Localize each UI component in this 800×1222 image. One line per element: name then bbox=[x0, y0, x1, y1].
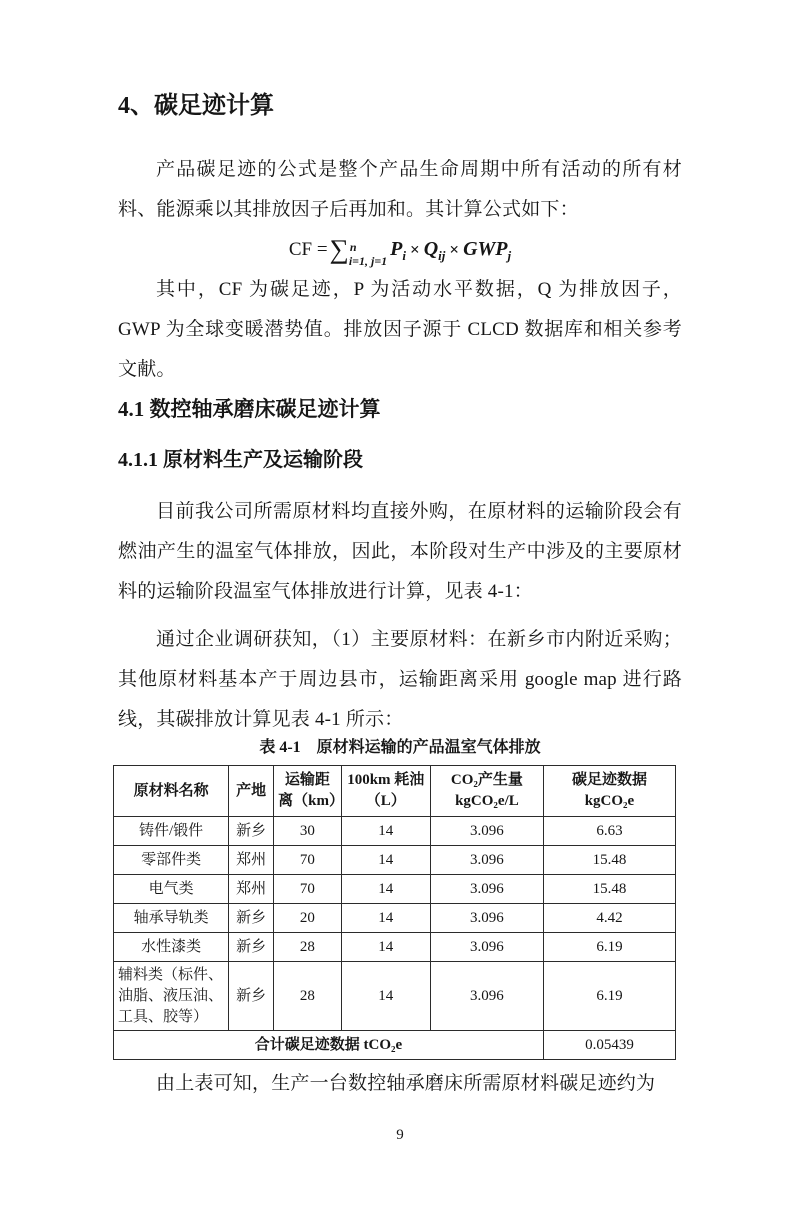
document-page bbox=[0, 90, 800, 1222]
cell-distance: 70 bbox=[274, 846, 341, 875]
paragraph-survey: 通过企业调研获知，（1）主要原材料：在新乡市内附近采购；其他原材料基本产于周边县市，运输距离采用 google map 进行路线，其碳排放计算见表 4-1 所示： bbox=[118, 629, 682, 730]
multiply-sign: × bbox=[449, 240, 460, 259]
total-value: 0.05439 bbox=[543, 1031, 675, 1060]
cell-origin: 新乡 bbox=[229, 962, 274, 1031]
cell-material: 轴承导轨类 bbox=[114, 904, 229, 933]
table-caption: 表 4-1 原材料运输的产品温室气体排放 bbox=[259, 739, 541, 756]
cell-material: 辅料类（标件、油脂、液压油、工具、胶等） bbox=[114, 962, 229, 1031]
formula-term-p: P bbox=[390, 238, 403, 260]
cell-co2-output: 3.096 bbox=[430, 846, 543, 875]
cell-footprint: 15.48 bbox=[543, 846, 675, 875]
cell-fuel: 14 bbox=[341, 933, 430, 962]
cell-distance: 30 bbox=[274, 817, 341, 846]
table-row bbox=[114, 875, 676, 904]
formula-term-q: Q bbox=[423, 238, 439, 260]
cell-origin: 新乡 bbox=[229, 817, 274, 846]
table-row bbox=[114, 904, 676, 933]
cell-material: 铸件/锻件 bbox=[114, 817, 229, 846]
cell-distance: 20 bbox=[274, 904, 341, 933]
formula-lhs: CF = bbox=[288, 239, 328, 260]
table-row bbox=[114, 817, 676, 846]
multiply-sign: × bbox=[410, 240, 420, 259]
table-row bbox=[114, 933, 676, 962]
cell-fuel: 14 bbox=[341, 875, 430, 904]
cell-distance: 28 bbox=[274, 933, 341, 962]
cell-origin: 新乡 bbox=[229, 933, 274, 962]
col-header-origin: 产地 bbox=[229, 766, 274, 817]
cell-origin: 新乡 bbox=[229, 904, 274, 933]
sigma-symbol: ∑ bbox=[329, 234, 349, 264]
cell-co2-output: 3.096 bbox=[430, 962, 543, 1031]
cell-co2-output: 3.096 bbox=[430, 904, 543, 933]
cell-origin: 郑州 bbox=[229, 875, 274, 904]
col-header-fuel: 100km 耗油（L） bbox=[341, 766, 430, 817]
paragraph-conclusion: 由上表可知，生产一台数控轴承磨床所需原材料碳足迹约为 bbox=[156, 1073, 656, 1094]
cell-footprint: 6.19 bbox=[543, 962, 675, 1031]
page-number: 9 bbox=[396, 1127, 404, 1143]
formula-term-gwp: GWP bbox=[463, 238, 508, 260]
table-row bbox=[114, 846, 676, 875]
emissions-table bbox=[113, 765, 676, 1060]
cell-footprint: 15.48 bbox=[543, 875, 675, 904]
formula-term-gwp-sub: j bbox=[507, 247, 512, 263]
cell-material: 水性漆类 bbox=[114, 933, 229, 962]
table-row bbox=[114, 962, 676, 1031]
cell-distance: 70 bbox=[274, 875, 341, 904]
section-title: 4、碳足迹计算 bbox=[118, 93, 274, 119]
cell-co2-output: 3.096 bbox=[430, 933, 543, 962]
paragraph-definitions: 其中，CF 为碳足迹，P 为活动水平数据，Q 为排放因子，GWP 为全球变暖潜势值。排放因子源于 CLCD 数据库和相关参考文献。 bbox=[118, 279, 682, 380]
sigma-lower-limit: i=1, j=1 bbox=[348, 254, 388, 268]
formula-term-p-sub: i bbox=[402, 247, 406, 263]
table-total-row bbox=[114, 1031, 676, 1060]
cell-material: 零部件类 bbox=[114, 846, 229, 875]
subsection-title-4-1: 4.1 数控轴承磨床碳足迹计算 bbox=[118, 397, 381, 421]
col-header-co2-output: CO₂产生量 kgCO₂e/L bbox=[430, 766, 543, 817]
sigma-upper-limit: n bbox=[349, 240, 357, 254]
cell-fuel: 14 bbox=[341, 904, 430, 933]
col-header-material: 原材料名称 bbox=[114, 766, 229, 817]
col-header-distance: 运输距离（km） bbox=[274, 766, 341, 817]
formula-term-q-sub: ij bbox=[438, 247, 446, 263]
cell-footprint: 6.63 bbox=[543, 817, 675, 846]
cell-fuel: 14 bbox=[341, 962, 430, 1031]
carbon-footprint-formula bbox=[118, 230, 682, 268]
cell-origin: 郑州 bbox=[229, 846, 274, 875]
cell-distance: 28 bbox=[274, 962, 341, 1031]
cell-fuel: 14 bbox=[341, 817, 430, 846]
sigma-limits bbox=[349, 241, 387, 267]
cell-co2-output: 3.096 bbox=[430, 817, 543, 846]
cell-fuel: 14 bbox=[341, 846, 430, 875]
total-label: 合计碳足迹数据 tCO₂e bbox=[114, 1031, 544, 1060]
cell-footprint: 6.19 bbox=[543, 933, 675, 962]
col-header-footprint: 碳足迹数据 kgCO₂e bbox=[543, 766, 675, 817]
cell-co2-output: 3.096 bbox=[430, 875, 543, 904]
cell-footprint: 4.42 bbox=[543, 904, 675, 933]
paragraph-raw-materials: 目前我公司所需原材料均直接外购，在原材料的运输阶段会有燃油产生的温室气体排放，因此，本阶段对生产中涉及的主要原材料的运输阶段温室气体排放进行计算，见表 4-1： bbox=[118, 501, 682, 602]
table-header-row bbox=[114, 766, 676, 817]
paragraph-intro: 产品碳足迹的公式是整个产品生命周期中所有活动的所有材料、能源乘以其排放因子后再加和。其计算公式如下： bbox=[118, 159, 682, 220]
cell-material: 电气类 bbox=[114, 875, 229, 904]
subsection-title-4-1-1: 4.1.1 原材料生产及运输阶段 bbox=[118, 449, 363, 471]
